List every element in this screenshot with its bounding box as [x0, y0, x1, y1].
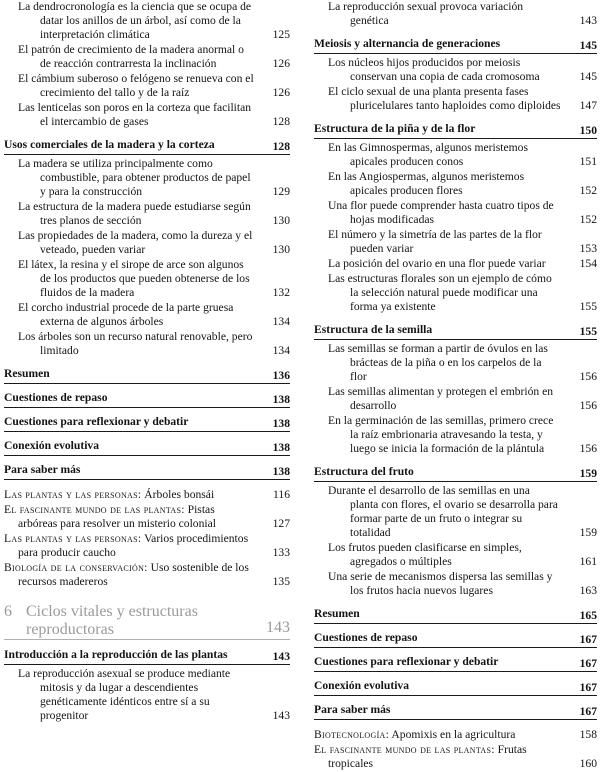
page-number: 159: [579, 526, 597, 539]
toc-entry: La reproducción sexual provoca variación genética 143: [328, 0, 597, 27]
page-number: 155: [579, 325, 597, 338]
page-number: 165: [579, 609, 597, 622]
page-number: 158: [579, 728, 597, 741]
summary-heading: Cuestiones para reflexionar y debatir 167: [314, 655, 597, 670]
page-number: 130: [272, 243, 290, 256]
page-number: 145: [579, 70, 597, 83]
page-number: 151: [579, 155, 597, 168]
toc-entry: Los frutos pueden clasificarse en simples, agregados o múltiples 161: [328, 541, 597, 568]
left-column: [4, 0, 290, 724]
chapter-heading: [4, 603, 290, 640]
feature-box-entry: Las plantas y las personas: Árboles bonsái 116: [4, 488, 290, 501]
chapter-number: 6: [4, 603, 12, 620]
summary-heading: Conexión evolutiva 138: [4, 439, 290, 454]
section-heading: Estructura de la semilla 155: [314, 323, 597, 338]
right-column: [314, 0, 597, 772]
toc-entry: Durante el desarrollo de las semillas en una planta con flores, el ovario se desarrolla para formar parte de un fruto o integrar su totalidad 159: [328, 484, 597, 539]
section-heading: Estructura de la piña y de la flor 150: [314, 122, 597, 137]
toc-entry: Las lenticelas son poros en la corteza que facilitan el intercambio de gases 128: [18, 101, 290, 128]
page-number: 160: [579, 757, 597, 770]
page-number: 163: [579, 584, 597, 597]
page-number: 126: [272, 57, 290, 70]
section-heading: Meiosis y alternancia de generaciones 145: [314, 37, 597, 52]
page-number: 161: [579, 555, 597, 568]
toc-entry: El ciclo sexual de una planta presenta fases pluricelulares tanto haploides como diploides 147: [328, 85, 597, 112]
toc-entry: En las Gimnospermas, algunos meristemos apicales producen conos 151: [328, 141, 597, 168]
feature-box-entry: Biología de la conservación: Uso sostenible de los recursos madereros 135: [4, 561, 290, 588]
page-number: 132: [272, 286, 290, 299]
toc-entry: La madera se utiliza principalmente como combustible, para obtener productos de papel y para la construcción 129: [18, 157, 290, 198]
page-number: 167: [579, 657, 597, 670]
chapter-title-line2: reproductoras: [26, 621, 114, 638]
page-number: 135: [272, 575, 290, 588]
page-number: 145: [579, 39, 597, 52]
toc-entry: Las propiedades de la madera, como la dureza y el veteado, pueden variar 130: [18, 229, 290, 256]
page-number: 126: [272, 86, 290, 99]
page-number: 143: [272, 709, 290, 722]
page-number: 138: [272, 441, 290, 454]
page-number: 156: [579, 399, 597, 412]
page-number: 167: [579, 705, 597, 718]
page-number: 143: [272, 650, 290, 663]
summary-heading: Conexión evolutiva 167: [314, 679, 597, 694]
feature-box-entry: Las plantas y las personas: Varios procedimientos para producir caucho 133: [4, 532, 290, 559]
section-heading: Estructura del fruto 159: [314, 465, 597, 480]
toc-entry: La reproducción asexual se produce mediante mitosis y da lugar a descendientes genéticamente idénticos entre sí a su progenitor 143: [18, 667, 290, 722]
page-number: 125: [272, 28, 290, 41]
feature-box-entry: El fascinante mundo de las plantas: Frutas tropicales 160: [314, 743, 597, 770]
toc-entry: La dendrocronología es la ciencia que se ocupa de datar los anillos de un árbol, así como de la interpretación climática 125: [18, 0, 290, 41]
chapter-page-number: 143: [266, 619, 290, 636]
page-number: 127: [272, 517, 290, 530]
page-number: 130: [272, 214, 290, 227]
page-number: 133: [272, 546, 290, 559]
toc-entry: Las semillas se forman a partir de óvulos en las brácteas de la piña o en los carpelos de la flor 156: [328, 342, 597, 383]
page-number: 150: [579, 124, 597, 137]
page-number: 154: [579, 257, 597, 270]
page-number: 147: [579, 99, 597, 112]
page-number: 134: [272, 344, 290, 357]
page-number: 167: [579, 681, 597, 694]
summary-heading: Resumen 136: [4, 367, 290, 382]
page-number: 116: [273, 488, 290, 501]
page-number: 128: [272, 140, 290, 153]
page-number: 156: [579, 442, 597, 455]
page-number: 167: [579, 633, 597, 646]
toc-entry: El corcho industrial procede de la parte gruesa externa de algunos árboles 134: [18, 301, 290, 328]
toc-entry: Los núcleos hijos producidos por meiosis conservan una copia de cada cromosoma 145: [328, 56, 597, 83]
toc-entry: Las estructuras florales son un ejemplo de cómo la selección natural puede modificar una forma ya existente 155: [328, 272, 597, 313]
feature-box-entry: Biotecnología: Apomixis en la agricultura 158: [314, 728, 597, 741]
page-number: 143: [579, 14, 597, 27]
toc-entry: Una serie de mecanismos dispersa las semillas y los frutos hacia nuevos lugares 163: [328, 570, 597, 597]
chapter-title-line1: Ciclos vitales y estructuras: [26, 603, 198, 620]
page-number: 136: [272, 369, 290, 382]
page-number: 129: [272, 185, 290, 198]
page-number: 159: [579, 467, 597, 480]
page-number: 152: [579, 184, 597, 197]
page-number: 134: [272, 315, 290, 328]
page-number: 138: [272, 465, 290, 478]
page-number: 138: [272, 417, 290, 430]
toc-entry: En las Angiospermas, algunos meristemos apicales producen flores 152: [328, 170, 597, 197]
toc-entry: El número y la simetría de las partes de la flor pueden variar 153: [328, 228, 597, 255]
page-number: 153: [579, 242, 597, 255]
toc-entry: El látex, la resina y el sirope de arce son algunos de los productos que pueden obtenerse de los fluidos de la madera 132: [18, 258, 290, 299]
toc-entry: En la germinación de las semillas, primero crece la raíz embrionaria atravesando la testa, y luego se inicia la formación de la plántula 156: [328, 414, 597, 455]
toc-entry: El cámbium suberoso o felógeno se renueva con el crecimiento del tallo y de la raíz 126: [18, 72, 290, 99]
section-heading: Introducción a la reproducción de las plantas 143: [4, 648, 290, 663]
page-number: 128: [272, 115, 290, 128]
toc-entry: El patrón de crecimiento de la madera anormal o de reacción contrarresta la inclinación 126: [18, 43, 290, 70]
toc-entry: Los árboles son un recurso natural renovable, pero limitado 134: [18, 330, 290, 357]
toc-entry: La estructura de la madera puede estudiarse según tres planos de sección 130: [18, 200, 290, 227]
toc-entry: Las semillas alimentan y protegen el embrión en desarrollo 156: [328, 385, 597, 412]
page-number: 156: [579, 370, 597, 383]
page-number: 155: [579, 300, 597, 313]
summary-heading: Cuestiones de repaso 167: [314, 631, 597, 646]
summary-heading: Cuestiones para reflexionar y debatir 138: [4, 415, 290, 430]
summary-heading: Para saber más 138: [4, 463, 290, 478]
page-number: 138: [272, 393, 290, 406]
section-heading: Usos comerciales de la madera y la corteza 128: [4, 138, 290, 153]
feature-box-entry: El fascinante mundo de las plantas: Pistas arbóreas para resolver un misterio colonial 127: [4, 503, 290, 530]
summary-heading: Para saber más 167: [314, 703, 597, 718]
summary-heading: Cuestiones de repaso 138: [4, 391, 290, 406]
toc-entry: Una flor puede comprender hasta cuatro tipos de hojas modificadas 152: [328, 199, 597, 226]
summary-heading: Resumen 165: [314, 607, 597, 622]
toc-entry: La posición del ovario en una flor puede variar 154: [328, 257, 597, 270]
page-number: 152: [579, 213, 597, 226]
